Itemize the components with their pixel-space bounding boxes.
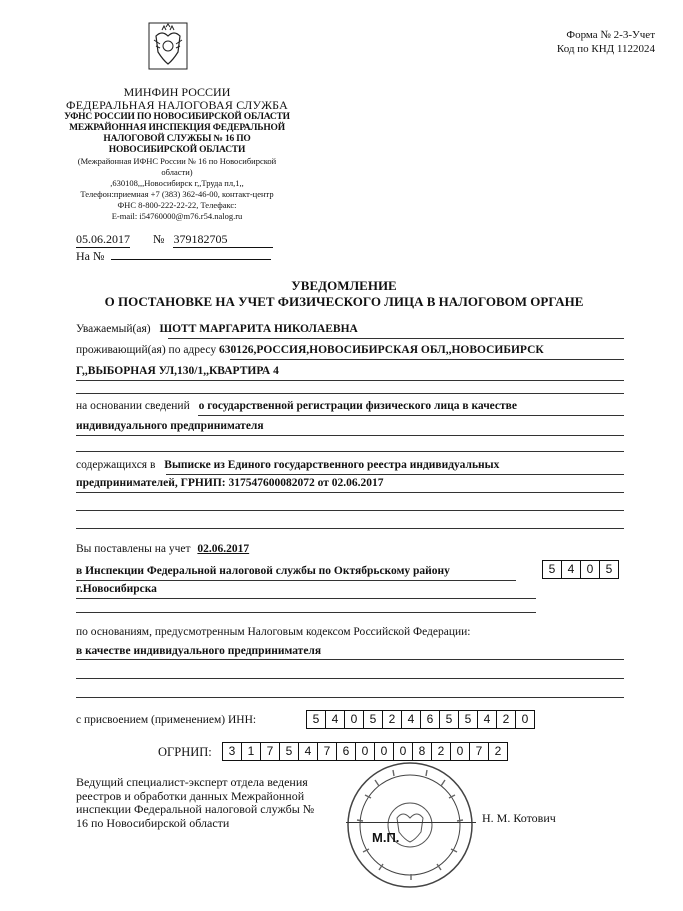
knd-code: Код по КНД 1122024 <box>556 43 655 55</box>
org-address: ,630108,,,Новосибирск г,,Труда пл,1,, <box>110 178 244 188</box>
ogrnip-digit: 2 <box>488 742 508 761</box>
coat-of-arms-icon <box>148 22 188 70</box>
greeting-label: Уважаемый(ая) <box>76 323 151 335</box>
basis-line <box>76 398 517 414</box>
org-line: МЕЖРАЙОННАЯ ИНСПЕКЦИЯ ФЕДЕРАЛЬНОЙ <box>69 123 285 133</box>
ogrnip-cells <box>222 742 507 761</box>
ogrnip-digit: 0 <box>450 742 470 761</box>
signer-position <box>76 776 346 830</box>
org-detail: области) <box>161 167 193 177</box>
org-phone: Телефон:приемная +7 (383) 362-46-00, контакт-центр <box>80 189 274 199</box>
doc-number-label: № <box>153 232 165 246</box>
address-label: проживающий(ая) по адресу <box>76 344 217 356</box>
address-line <box>76 342 544 358</box>
registered-line <box>76 541 249 557</box>
ministry-name: МИНФИН РОССИИ <box>123 85 231 99</box>
ogrnip-digit: 0 <box>393 742 413 761</box>
ogrnip-digit: 8 <box>412 742 432 761</box>
form-number: Форма № 2-3-Учет <box>566 29 655 41</box>
service-name: ФЕДЕРАЛЬНАЯ НАЛОГОВАЯ СЛУЖБА <box>66 98 288 112</box>
inspection-name-cont: г.Новосибирска <box>76 583 157 595</box>
ogrnip-digit: 0 <box>355 742 375 761</box>
position-line: реестров и обработки данных Межрайонной <box>76 788 305 803</box>
form-info <box>557 28 655 56</box>
inn-digit: 2 <box>496 710 516 729</box>
title-line: УВЕДОМЛЕНИЕ <box>291 278 397 293</box>
document-title <box>14 278 674 310</box>
inn-digit: 5 <box>439 710 459 729</box>
person-name: ШОТТ МАРГАРИТА НИКОЛАЕВНА <box>159 323 358 335</box>
source-value: Выписке из Единого государственного реестра индивидуальных <box>164 459 500 471</box>
signature-line <box>346 822 476 823</box>
ogrnip-digit: 4 <box>298 742 318 761</box>
position-line: 16 по Новосибирской области <box>76 815 230 830</box>
signer-name: Н. М. Котович <box>482 811 556 825</box>
code-digit: 0 <box>580 560 600 579</box>
ogrnip-digit: 7 <box>260 742 280 761</box>
org-line: УФНС РОССИИ ПО НОВОСИБИРСКОЙ ОБЛАСТИ <box>64 112 290 122</box>
inn-digit: 0 <box>344 710 364 729</box>
inn-cells <box>306 710 534 729</box>
doc-date-number <box>76 232 273 264</box>
registered-label: Вы поставлены на учет <box>76 543 191 555</box>
inn-digit: 5 <box>458 710 478 729</box>
stamp-label: М.П. <box>372 830 400 845</box>
title-line: О ПОСТАНОВКЕ НА УЧЕТ ФИЗИЧЕСКОГО ЛИЦА В НАЛОГОВОМ ОРГАНЕ <box>104 294 584 309</box>
source-label: содержащихся в <box>76 459 156 471</box>
ogrnip-digit: 3 <box>222 742 242 761</box>
inn-digit: 5 <box>306 710 326 729</box>
position-line: инспекции Федеральной налоговой службы № <box>76 802 315 816</box>
source-line <box>76 457 499 473</box>
org-detail: (Межрайонная ИФНС России № 16 по Новосибирской <box>77 156 277 166</box>
org-phone: ФНС 8-800-222-22-22, Телефакс: <box>117 200 237 210</box>
doc-date: 05.06.2017 <box>76 232 130 246</box>
ogrnip-digit: 5 <box>279 742 299 761</box>
inn-digit: 4 <box>401 710 421 729</box>
basis-value-cont: индивидуального предпринимателя <box>76 420 264 432</box>
ogrnip-digit: 1 <box>241 742 261 761</box>
code-digit: 4 <box>561 560 581 579</box>
org-line: НОВОСИБИРСКОЙ ОБЛАСТИ <box>108 145 246 155</box>
org-line: НАЛОГОВОЙ СЛУЖБЫ № 16 ПО <box>103 134 251 144</box>
inn-digit: 6 <box>420 710 440 729</box>
inn-label: с присвоением (применением) ИНН: <box>76 714 257 726</box>
doc-number: 379182705 <box>173 232 273 248</box>
official-stamp <box>345 760 475 890</box>
greeting <box>76 321 358 337</box>
ogrnip-digit: 7 <box>317 742 337 761</box>
grounds-label: по основаниям, предусмотренным Налоговым кодексом Российской Федерации: <box>76 626 471 638</box>
code-digit: 5 <box>599 560 619 579</box>
inn-digit: 4 <box>477 710 497 729</box>
inspection-code <box>542 560 618 579</box>
ogrnip-digit: 2 <box>431 742 451 761</box>
inn-digit: 0 <box>515 710 535 729</box>
org-email: E-mail: i54760000@m76.r54.nalog.ru <box>111 211 243 221</box>
reply-label: На № <box>76 249 105 263</box>
organization-header <box>58 86 296 222</box>
position-line: Ведущий специалист-эксперт отдела ведения <box>76 775 308 789</box>
address-value-cont: Г,,ВЫБОРНАЯ УЛ,130/1,,КВАРТИРА 4 <box>76 365 279 377</box>
ogrnip-digit: 7 <box>469 742 489 761</box>
ogrnip-digit: 6 <box>336 742 356 761</box>
source-value-cont: предпринимателей, ГРНИП: 317547600082072 от 02.06.2017 <box>76 477 384 489</box>
ogrnip-digit: 0 <box>374 742 394 761</box>
inn-digit: 4 <box>325 710 345 729</box>
basis-label: на основании сведений <box>76 400 190 412</box>
ogrnip-label: ОГРНИП: <box>158 745 212 759</box>
address-value: 630126,РОССИЯ,НОВОСИБИРСКАЯ ОБЛ,,НОВОСИБИРСК <box>219 344 544 356</box>
basis-value: о государственной регистрации физического лица в качестве <box>198 400 517 412</box>
inn-digit: 5 <box>363 710 383 729</box>
grounds-value: в качестве индивидуального предпринимателя <box>76 645 322 657</box>
inn-digit: 2 <box>382 710 402 729</box>
inspection-name: в Инспекции Федеральной налоговой службы по Октябрьскому району <box>76 565 450 577</box>
code-digit: 5 <box>542 560 562 579</box>
registered-date: 02.06.2017 <box>197 543 250 555</box>
